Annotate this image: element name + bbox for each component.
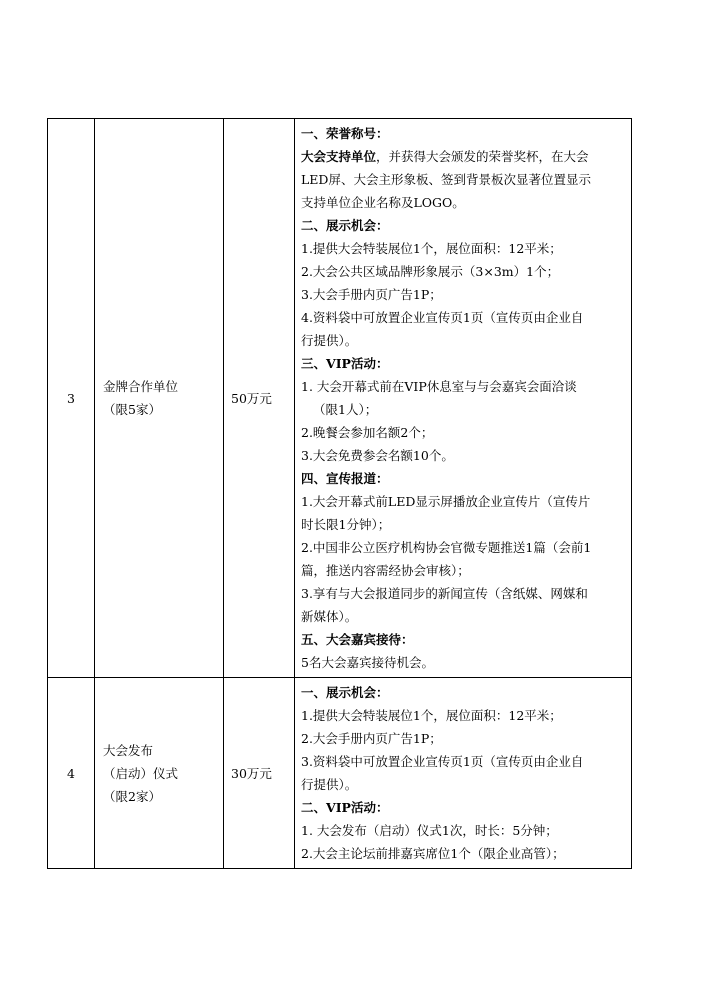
sponsor-level-line: （启动）仪式 bbox=[103, 765, 179, 781]
sponsor-level-line: 大会发布 bbox=[103, 742, 154, 758]
benefit-line: 支持单位企业名称及LOGO。 bbox=[301, 195, 465, 210]
benefit-line: 3.大会免费参会名额10个。 bbox=[301, 448, 454, 463]
benefit-line: 新媒体）。 bbox=[301, 609, 358, 624]
benefit-line: （限1人）； bbox=[313, 402, 378, 417]
table-row bbox=[48, 119, 632, 678]
benefit-text: ，并获得大会颁发的荣誉奖杯，在大会 bbox=[376, 149, 589, 164]
price-cell: 50万元 bbox=[224, 119, 295, 678]
benefits-cell bbox=[295, 119, 632, 678]
benefit-line: 4.资料袋中可放置企业宣传页1页（宣传页由企业自 bbox=[301, 310, 584, 325]
benefit-heading: 五、大会嘉宾接待： bbox=[301, 632, 414, 647]
benefit-line: 行提供）。 bbox=[301, 777, 358, 792]
benefit-line: 1.大会开幕式前LED显示屏播放企业宣传片（宣传片 bbox=[301, 494, 591, 509]
benefit-line: 行提供）。 bbox=[301, 333, 358, 348]
benefit-line: 5名大会嘉宾接待机会。 bbox=[301, 655, 434, 670]
benefit-line: 2.大会公共区域品牌形象展示（3×3m）1个； bbox=[301, 264, 560, 279]
benefit-line: 时长限1分钟）； bbox=[301, 517, 391, 532]
benefit-heading: 一、荣誉称号： bbox=[301, 126, 389, 141]
benefit-line: LED屏、大会主形象板、签到背景板次显著位置显示 bbox=[301, 172, 591, 187]
benefit-line: 1. 大会开幕式前在VIP休息室与与会嘉宾会面洽谈 bbox=[301, 379, 577, 394]
sponsor-level-cell bbox=[95, 119, 224, 678]
benefits-cell bbox=[295, 678, 632, 869]
table-row bbox=[48, 678, 632, 869]
sponsor-level-cell bbox=[95, 678, 224, 869]
row-number-cell: 4 bbox=[48, 678, 95, 869]
sponsor-level-line: 金牌合作单位 bbox=[103, 379, 179, 394]
benefit-heading: 四、宣传报道： bbox=[301, 471, 389, 486]
benefit-line: 2.晚餐会参加名额2个； bbox=[301, 425, 434, 440]
sponsor-level-line: （限2家） bbox=[103, 788, 161, 804]
benefit-line: 1.提供大会特装展位1个，展位面积：12平米； bbox=[301, 708, 562, 723]
benefit-line bbox=[301, 145, 625, 168]
sponsorship-table-body bbox=[48, 119, 632, 869]
row-number-cell: 3 bbox=[48, 119, 95, 678]
benefit-line: 篇，推送内容需经协会审核）； bbox=[301, 563, 470, 578]
benefit-line: 2.大会手册内页广告1P； bbox=[301, 731, 442, 746]
benefit-line: 2.大会主论坛前排嘉宾席位1个（限企业高管）； bbox=[301, 846, 565, 861]
price-cell: 30万元 bbox=[224, 678, 295, 869]
benefit-highlight: 大会支持单位 bbox=[301, 149, 377, 164]
benefit-heading: 二、VIP活动： bbox=[301, 800, 389, 815]
benefit-line: 2.中国非公立医疗机构协会官微专题推送1篇（会前1 bbox=[301, 540, 592, 555]
benefit-line: 3.大会手册内页广告1P； bbox=[301, 287, 442, 302]
benefit-heading: 二、展示机会： bbox=[301, 218, 389, 233]
benefit-line: 1.提供大会特装展位1个，展位面积：12平米； bbox=[301, 241, 562, 256]
sponsor-level-line: （限5家） bbox=[103, 402, 161, 417]
benefit-heading: 一、展示机会： bbox=[301, 685, 389, 700]
benefit-line: 1. 大会发布（启动）仪式1次，时长：5分钟； bbox=[301, 823, 558, 838]
benefit-line: 3.享有与大会报道同步的新闻宣传（含纸媒、网媒和 bbox=[301, 586, 588, 601]
sponsorship-table bbox=[47, 118, 632, 869]
benefit-line: 3.资料袋中可放置企业宣传页1页（宣传页由企业自 bbox=[301, 754, 584, 769]
benefit-heading: 三、VIP活动： bbox=[301, 356, 389, 371]
